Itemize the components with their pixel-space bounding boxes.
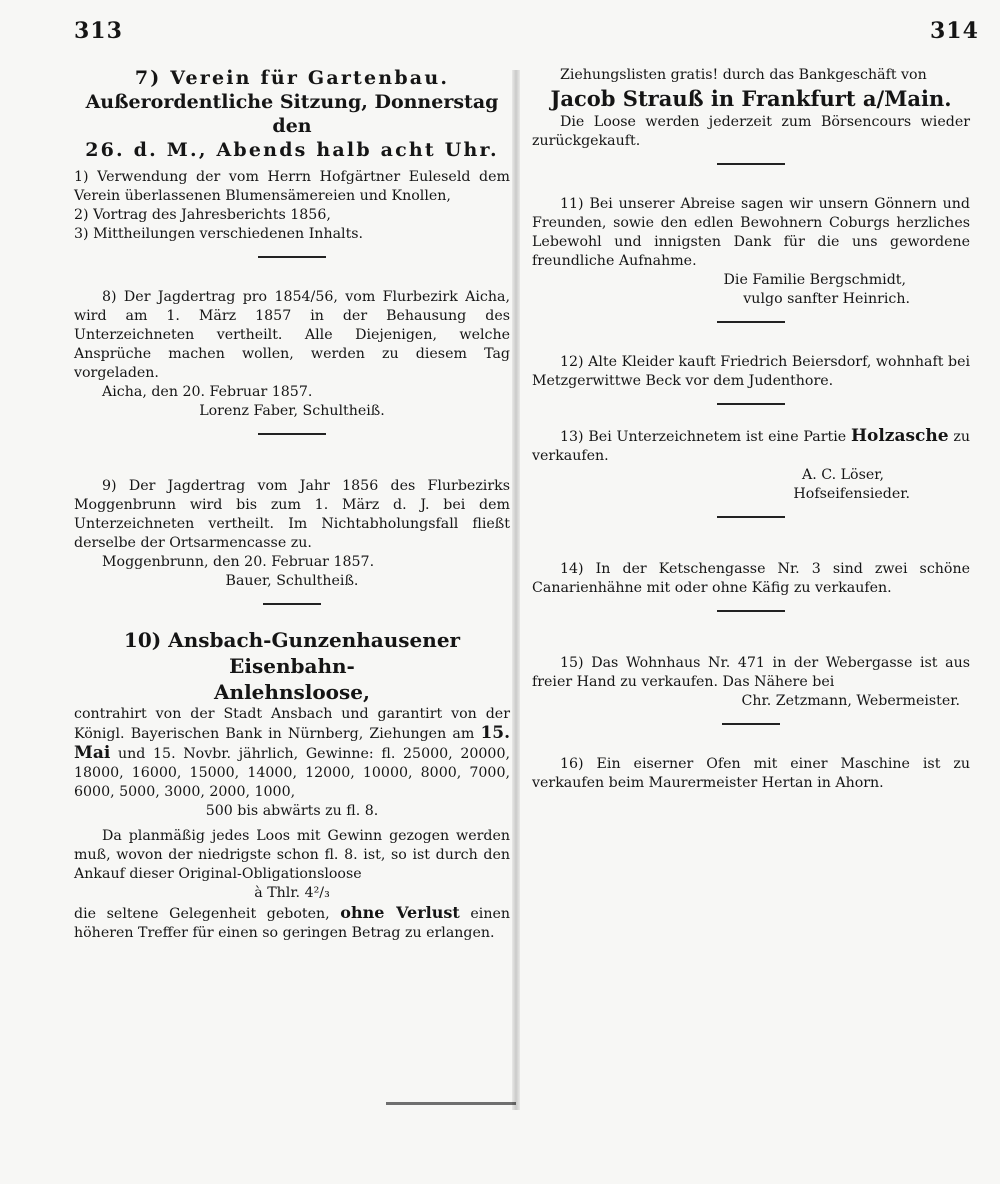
advert-10-draw-date: 15. Mai xyxy=(74,723,511,763)
advert-7 xyxy=(74,66,510,244)
advert-15-signature: Chr. Zetzmann, Webermeister. xyxy=(741,693,960,709)
separator-rule xyxy=(263,603,321,605)
advert-9-signature: Bauer, Schultheiß. xyxy=(225,573,359,589)
advert-9-text: 9) Der Jagdertrag vom Jahr 1856 des Flurbezirks Moggenbrunn wird bis zum 1. März d. J. bei dem Unterzeichneten vertheilt. Im Nichtabholungsfall fließt derselbe der Ortsarmencasse zu. xyxy=(74,478,510,551)
advert-15 xyxy=(532,654,970,711)
left-column xyxy=(74,66,510,943)
separator-rule xyxy=(717,610,785,612)
advert-16-text: 16) Ein eiserner Ofen mit einer Maschine ist zu verkaufen beim Maurermeister Hertan in Ahorn. xyxy=(532,756,970,791)
advert-13-text xyxy=(532,427,970,466)
advert-10-text xyxy=(74,705,510,802)
advert-13-bold: Holzasche xyxy=(850,426,949,446)
advert-10-bold-phrase: ohne Verlust xyxy=(340,903,460,922)
advert-13-signature-2: Hofseifensieder. xyxy=(793,486,910,502)
advert-16 xyxy=(532,755,970,793)
page-number-right: 314 xyxy=(930,18,979,44)
advert-10 xyxy=(74,627,510,943)
advert-11-signature-2: vulgo sanfter Heinrich. xyxy=(743,291,910,307)
advert-14-text: 14) In der Ketschengasse Nr. 3 sind zwei schöne Canarienhähne mit oder ohne Käfig zu verkaufen. xyxy=(532,561,970,596)
advert-10-text-f: einen höheren Treffer für einen so geringen Betrag zu erlangen. xyxy=(74,906,510,941)
advert-10-text-e xyxy=(74,903,510,943)
separator-rule xyxy=(717,516,785,518)
agenda-item: 3) Mittheilungen verschiedenen Inhalts. xyxy=(74,226,364,242)
advert-10-text-d: Da planmäßig jedes Loos mit Gewinn gezogen werden muß, wovon der niedrigste schon fl. 8. ist, so ist durch den Ankauf dieser Original-Obligationsloose xyxy=(74,828,510,882)
advert-12 xyxy=(532,353,970,391)
advert-10-firm: Jacob Strauß in Frankfurt a/Main. xyxy=(550,86,952,111)
advert-10-buyback: Die Loose werden jederzeit zum Börsencours wieder zurückgekauft. xyxy=(532,114,970,149)
separator-rule xyxy=(717,403,785,405)
advert-7-time: 26. d. M., Abends halb acht Uhr. xyxy=(85,139,499,161)
page-gutter xyxy=(512,70,520,1110)
advert-8-date: Aicha, den 20. Februar 1857. xyxy=(102,384,313,400)
advert-9-date: Moggenbrunn, den 20. Februar 1857. xyxy=(102,554,375,570)
page-number-left: 313 xyxy=(74,18,123,44)
advert-9 xyxy=(74,477,510,591)
advert-7-heading: 7) Verein für Gartenbau. xyxy=(134,67,450,89)
advert-15-text: 15) Das Wohnhaus Nr. 471 in der Webergasse ist aus freier Hand zu verkaufen. Das Nähere bei xyxy=(532,655,970,690)
advert-14 xyxy=(532,560,970,598)
advert-10-min-prize: 500 bis abwärts zu fl. 8. xyxy=(205,803,379,819)
advert-8-text: 8) Der Jagdertrag pro 1854/56, vom Flurbezirk Aicha, wird am 1. März 1857 in der Behausung des Unterzeichneten vertheilt. Alle Diejenigen, welche Ansprüche machen wollen, werden zu diesem Tag vorgeladen. xyxy=(74,289,510,381)
advert-13-text-a: 13) Bei Unterzeichnetem ist eine Partie xyxy=(560,429,847,445)
printed-underline xyxy=(386,1102,516,1105)
advert-10-continued xyxy=(532,66,970,151)
advert-7-subheading: Außerordentliche Sitzung, Donnerstag den xyxy=(85,91,499,137)
advert-13 xyxy=(532,427,970,504)
advert-10-price: à Thlr. 4²/₃ xyxy=(254,885,330,901)
advert-11-signature: Die Familie Bergschmidt, xyxy=(723,272,906,288)
advert-8 xyxy=(74,288,510,421)
separator-rule xyxy=(717,321,785,323)
separator-rule xyxy=(258,433,326,435)
advert-10-heading-2: Anlehnsloose, xyxy=(214,680,370,704)
advert-10-text-b: und 15. Novbr. jährlich, Gewinne: fl. 25000, 20000, 18000, 16000, 15000, 14000, 12000, 10000, 8000, 7000, 6000, 5000, 3000, 2000, 1000, xyxy=(74,746,510,800)
advert-13-text-b: zu verkaufen. xyxy=(532,429,970,464)
advert-11 xyxy=(532,195,970,309)
advert-10-heading: 10) Ansbach-Gunzenhausener Eisenbahn- xyxy=(123,628,461,678)
agenda-item: 1) Verwendung der vom Herrn Hofgärtner Euleseld dem Verein überlassenen Blumensämereien und Knollen, xyxy=(74,169,510,204)
advert-11-text: 11) Bei unserer Abreise sagen wir unsern Gönnern und Freunden, sowie den edlen Bewohnern Coburgs herzliches Lebewohl und innigsten Dank für die uns gewordene freundliche Aufnahme. xyxy=(532,196,970,269)
advert-7-agenda xyxy=(74,168,510,244)
advert-12-text: 12) Alte Kleider kauft Friedrich Beiersdorf, wohnhaft bei Metzgerwittwe Beck vor dem Judenthore. xyxy=(532,354,970,389)
right-column xyxy=(532,66,970,793)
advert-10-continued-text: Ziehungslisten gratis! durch das Bankgeschäft von xyxy=(560,67,927,83)
separator-rule xyxy=(722,723,780,725)
advert-8-signature: Lorenz Faber, Schultheiß. xyxy=(199,403,385,419)
advert-10-text-e-lead: die seltene Gelegenheit geboten, xyxy=(74,906,330,922)
separator-rule xyxy=(258,256,326,258)
advert-10-text-a: contrahirt von der Stadt Ansbach und garantirt von der Königl. Bayerischen Bank in Nürnberg, Ziehungen am xyxy=(74,706,510,742)
agenda-item: 2) Vortrag des Jahresberichts 1856, xyxy=(74,207,331,223)
separator-rule xyxy=(717,163,785,165)
advert-13-signature: A. C. Löser, xyxy=(801,467,884,483)
